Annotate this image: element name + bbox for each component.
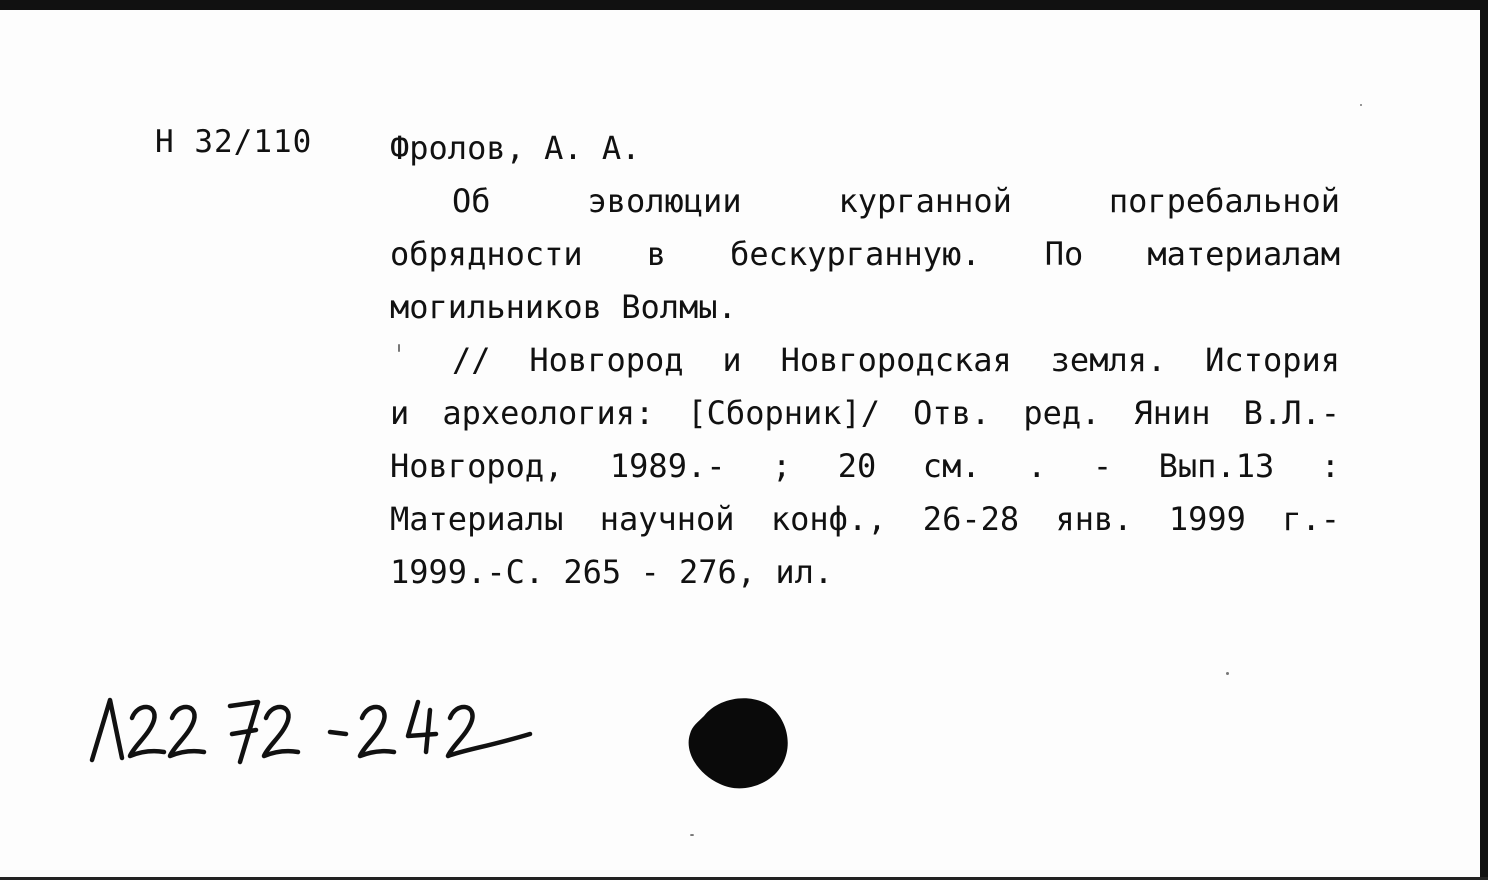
dust-speck (1226, 672, 1229, 675)
shelfmark: Н 32/110 (155, 124, 313, 160)
punch-hole (684, 694, 792, 794)
dust-speck (1360, 104, 1362, 106)
dust-speck (398, 344, 400, 352)
author: Фролов, А. А. (390, 129, 641, 167)
source-line: 1999.-С. 265 - 276, ил. (390, 553, 834, 591)
source-line: Материалы научной конф., 26-28 янв. 1999 г.- (390, 500, 1340, 538)
source-line: и археология: [Сборник]/ Отв. ред. Янин В.Л.- (390, 394, 1340, 432)
source-line: Новгород, 1989.- ; 20 см. . - Вып.13 : (390, 447, 1340, 485)
bibliographic-entry (390, 122, 1340, 599)
title-line: обрядности в бескурганную. По материалам (390, 235, 1340, 273)
title-line: могильников Волмы. (390, 288, 737, 326)
handwritten-inventory-number (80, 680, 540, 780)
title-line: Об эволюции курганной погребальной (452, 182, 1340, 220)
card-top-edge (0, 0, 1488, 10)
card-right-edge (1480, 0, 1488, 880)
source-line: // Новгород и Новгородская земля. История (452, 341, 1340, 379)
dust-speck (690, 834, 694, 836)
